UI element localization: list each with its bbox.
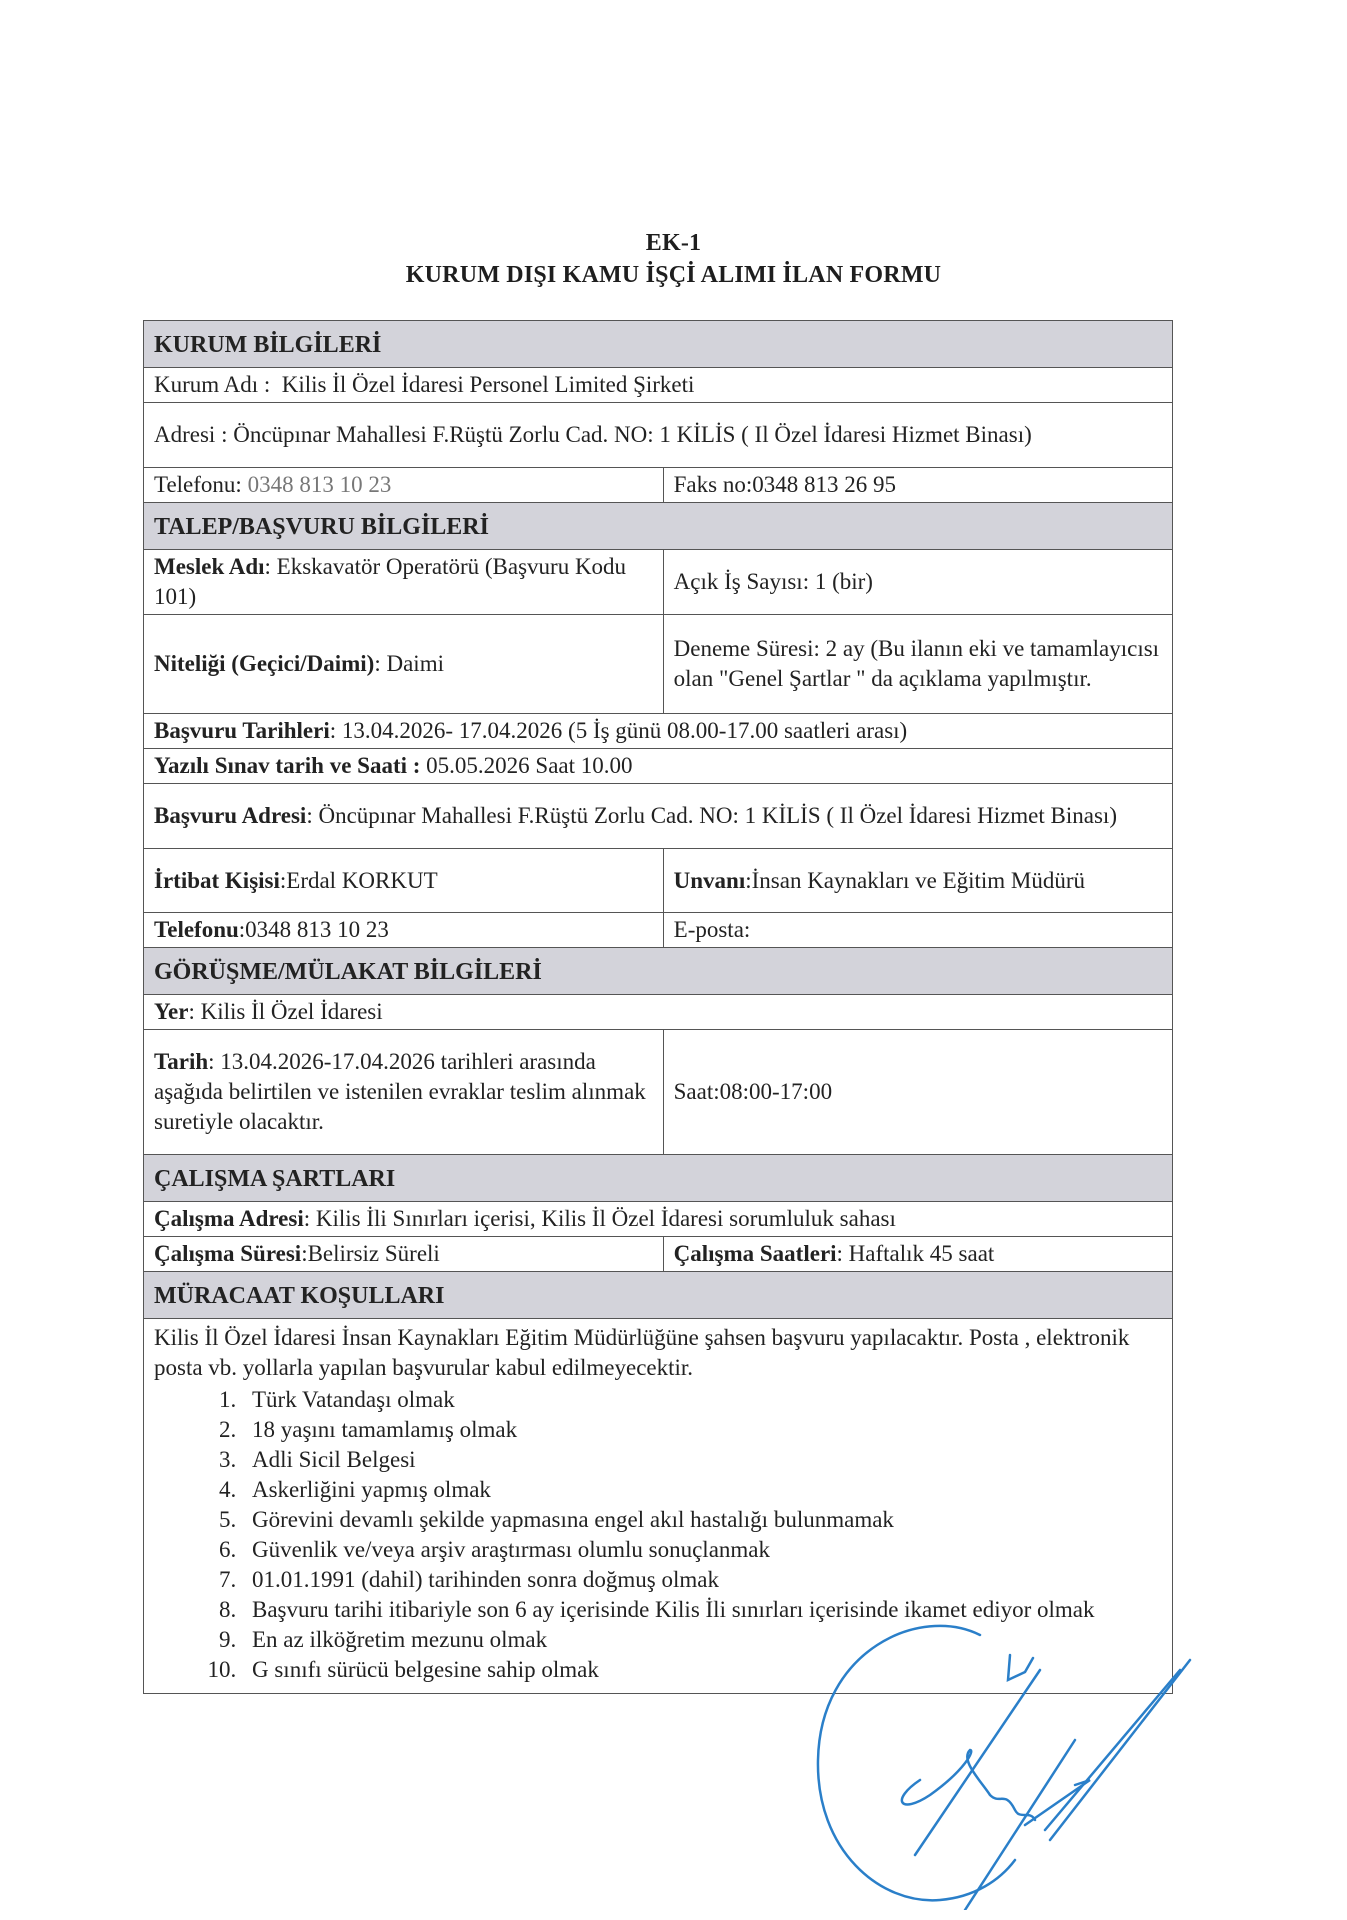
contact-person bbox=[144, 849, 664, 913]
job-name-label: Meslek Adı bbox=[154, 554, 265, 579]
section-gorusme: GÖRÜŞME/MÜLAKAT BİLGİLERİ bbox=[144, 948, 1173, 995]
kurum-name: Kilis İl Özel İdaresi Personel Limited Şirketi bbox=[281, 372, 695, 397]
kurum-fax-label: Faks no: bbox=[673, 472, 753, 497]
kurum-name-label: Kurum Adı : bbox=[154, 372, 271, 397]
job-name-value: : Ekskavatör Operatörü (Başvuru Kodu 101) bbox=[154, 554, 627, 609]
work-duration bbox=[144, 1237, 664, 1272]
kurum-address: Öncüpınar Mahallesi F.Rüştü Zorlu Cad. NO: 1 KİLİS ( Il Özel İdaresi Hizmet Binası) bbox=[233, 422, 1032, 447]
application-dates bbox=[144, 714, 1173, 749]
work-address bbox=[144, 1202, 1173, 1237]
kurum-fax bbox=[663, 468, 1172, 503]
annex-label: EK-1 bbox=[645, 230, 702, 256]
interview-date-label: Tarih bbox=[154, 1049, 209, 1074]
contact-phone-value: :0348 813 10 23 bbox=[238, 917, 389, 942]
contact-phone-label: Telefonu bbox=[154, 917, 239, 942]
kurum-phone-label: Telefonu: bbox=[154, 472, 242, 497]
contact-person-value: :Erdal KORKUT bbox=[279, 867, 438, 893]
condition-item: 6. Güvenlik ve/veya arşiv araştırması olumlu sonuçlanmak bbox=[242, 1535, 1162, 1565]
condition-item: 2. 18 yaşını tamamlamış olmak bbox=[242, 1415, 1162, 1445]
kurum-fax-value: 0348 813 26 95 bbox=[752, 472, 896, 497]
condition-item: 3. Adli Sicil Belgesi bbox=[242, 1445, 1162, 1475]
contact-person-label: İrtibat Kişisi bbox=[154, 867, 280, 893]
contact-phone bbox=[144, 913, 664, 948]
application-dates-label: Başvuru Tarihleri bbox=[154, 718, 330, 743]
interview-time: Saat:08:00-17:00 bbox=[663, 1030, 1172, 1155]
application-address-value: : Öncüpınar Mahallesi F.Rüştü Zorlu Cad. NO: 1 KİLİS ( Il Özel İdaresi Hizmet Binası) bbox=[306, 803, 1117, 828]
signature bbox=[800, 1610, 1220, 1910]
exam-date-value: 05.05.2026 Saat 10.00 bbox=[420, 753, 633, 778]
exam-date-label: Yazılı Sınav tarih ve Saati : bbox=[154, 753, 421, 778]
job-nature bbox=[144, 615, 664, 714]
interview-date bbox=[144, 1030, 664, 1155]
job-nature-value: : Daimi bbox=[374, 651, 444, 676]
application-address bbox=[144, 784, 1173, 849]
kurum-phone bbox=[144, 468, 664, 503]
conditions-intro: Kilis İl Özel İdaresi İnsan Kaynakları Eğitim Müdürlüğüne şahsen başvuru yapılacaktır. Posta , elektronik posta vb. yollarla yapılan başvurular kabul edilmeyecektir. bbox=[154, 1325, 1130, 1380]
form-title: KURUM DIŞI KAMU İŞÇİ ALIMI İLAN FORMU bbox=[405, 262, 942, 288]
section-kurum: KURUM BİLGİLERİ bbox=[144, 321, 1173, 368]
job-nature-label: Niteliği (Geçici/Daimi) bbox=[154, 651, 375, 676]
interview-place-value: : Kilis İl Özel İdaresi bbox=[188, 999, 383, 1024]
condition-item: 1. Türk Vatandaşı olmak bbox=[242, 1385, 1162, 1415]
interview-date-value: : 13.04.2026-17.04.2026 tarihleri arasında aşağıda belirtilen ve istenilen evraklar teslim alınmak suretiyle olacaktır. bbox=[154, 1049, 646, 1134]
condition-item: 9. En az ilköğretim mezunu olmak bbox=[242, 1625, 1162, 1655]
trial-period: Deneme Süresi: 2 ay (Bu ilanın eki ve tamamlayıcısı olan "Genel Şartlar " da açıklama yapılmıştır. bbox=[663, 615, 1172, 714]
application-address-label: Başvuru Adresi bbox=[154, 803, 307, 828]
kurum-phone-value: 0348 813 10 23 bbox=[247, 472, 392, 497]
section-muracaat: MÜRACAAT KOŞULLARI bbox=[144, 1272, 1173, 1319]
contact-email: E-posta: bbox=[663, 913, 1172, 948]
work-hours bbox=[663, 1237, 1172, 1272]
exam-date bbox=[144, 749, 1173, 784]
condition-item: 4. Askerliğini yapmış olmak bbox=[242, 1475, 1162, 1505]
section-calisma: ÇALIŞMA ŞARTLARI bbox=[144, 1155, 1173, 1202]
interview-place-label: Yer bbox=[154, 999, 189, 1024]
contact-title bbox=[663, 849, 1172, 913]
condition-item: 10. G sınıfı sürücü belgesine sahip olmak bbox=[242, 1655, 1162, 1685]
interview-place bbox=[144, 995, 1173, 1030]
condition-item: 8. Başvuru tarihi itibariyle son 6 ay içerisinde Kilis İli sınırları içerisinde ikamet ediyor olmak bbox=[242, 1595, 1162, 1625]
work-hours-value: : Haftalık 45 saat bbox=[836, 1241, 995, 1266]
job-posting-form bbox=[143, 320, 1173, 1694]
work-address-value: : Kilis İli Sınırları içerisi, Kilis İl Özel İdaresi sorumluluk sahası bbox=[303, 1206, 896, 1231]
work-duration-label: Çalışma Süresi bbox=[154, 1241, 302, 1266]
condition-item: 7. 01.01.1991 (dahil) tarihinden sonra doğmuş olmak bbox=[242, 1565, 1162, 1595]
kurum-address-row bbox=[144, 403, 1173, 468]
section-talep: TALEP/BAŞVURU BİLGİLERİ bbox=[144, 503, 1173, 550]
condition-item: 5. Görevini devamlı şekilde yapmasına engel akıl hastalığı bulunmamak bbox=[242, 1505, 1162, 1535]
open-positions: Açık İş Sayısı: 1 (bir) bbox=[663, 550, 1172, 615]
kurum-address-label: Adresi : bbox=[154, 422, 228, 447]
kurum-name-row bbox=[144, 368, 1173, 403]
contact-title-label: Unvanı bbox=[673, 867, 746, 893]
contact-title-value: :İnsan Kaynakları ve Eğitim Müdürü bbox=[745, 867, 1086, 893]
work-address-label: Çalışma Adresi bbox=[154, 1206, 304, 1231]
application-dates-value: : 13.04.2026- 17.04.2026 (5 İş günü 08.00-17.00 saatleri arası) bbox=[329, 718, 908, 743]
work-hours-label: Çalışma Saatleri bbox=[673, 1241, 837, 1266]
job-name bbox=[144, 550, 664, 615]
work-duration-value: :Belirsiz Süreli bbox=[301, 1241, 440, 1266]
